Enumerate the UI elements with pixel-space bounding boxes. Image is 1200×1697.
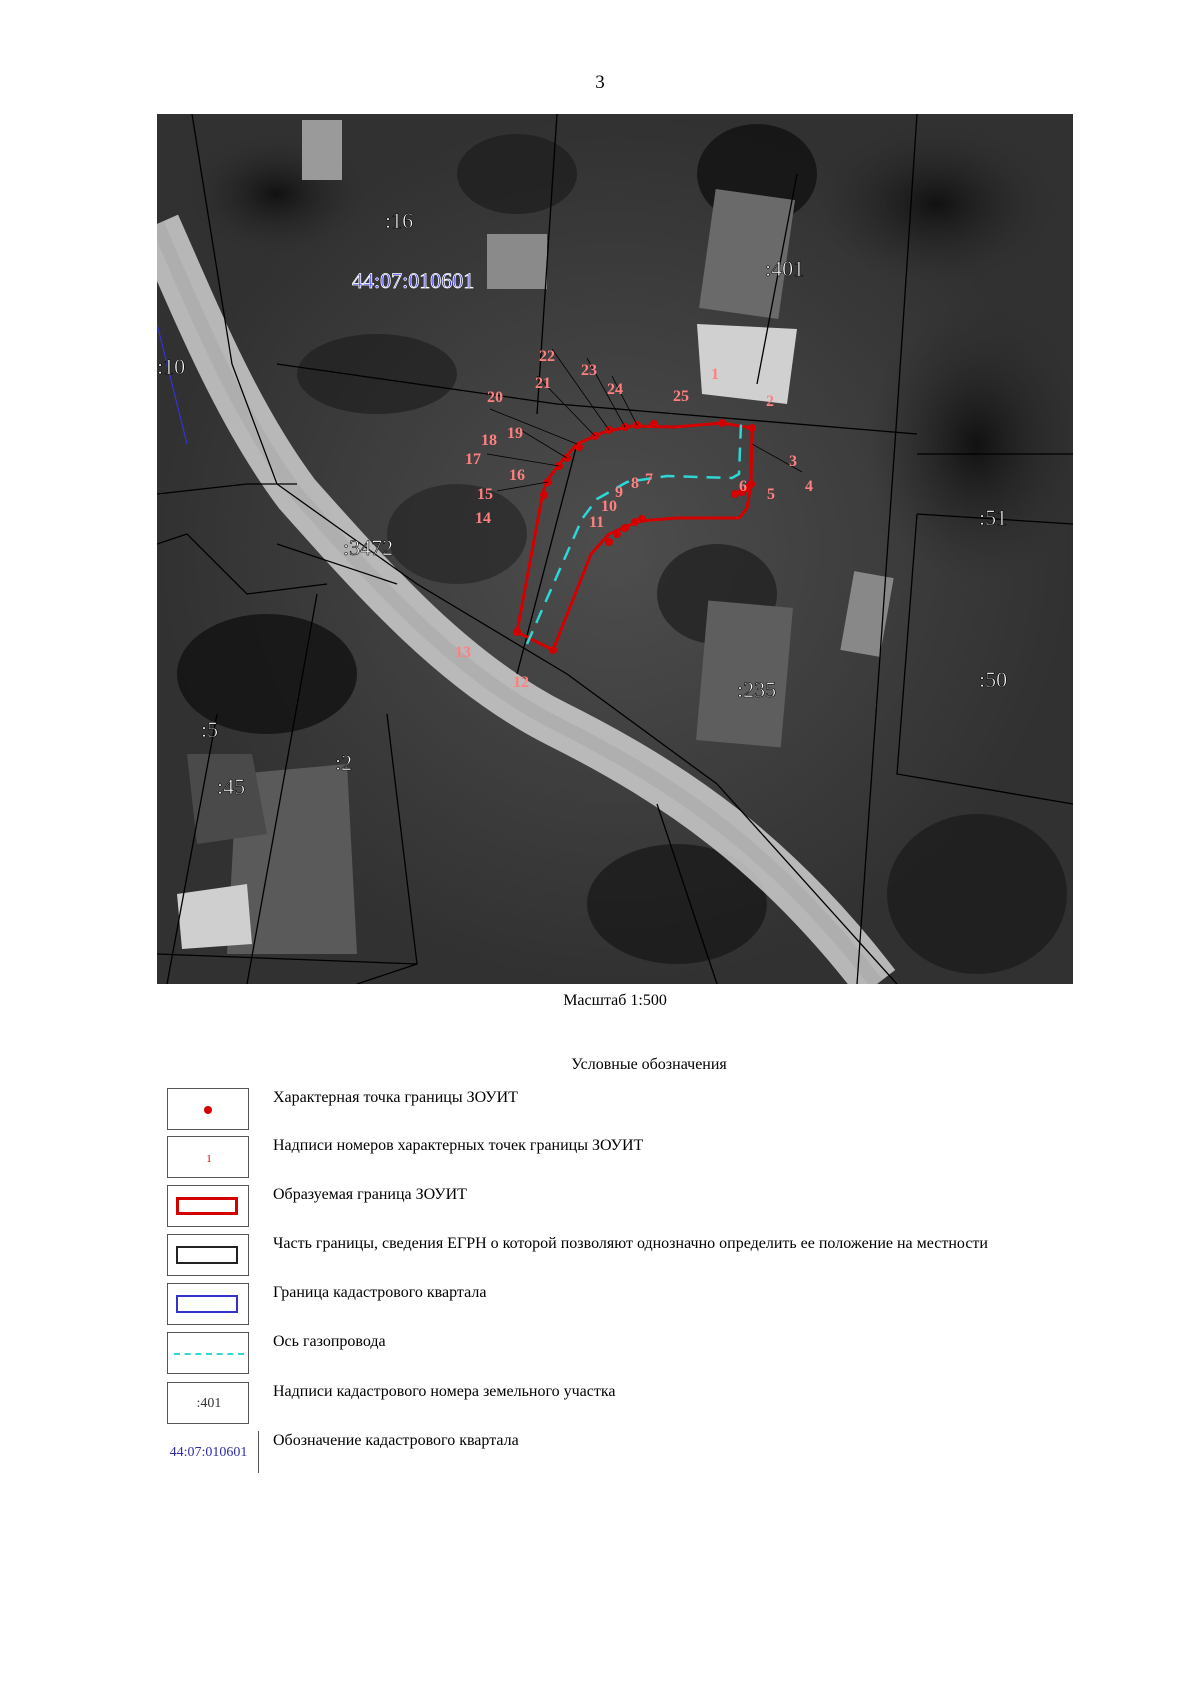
point-label-9: 9 bbox=[615, 484, 623, 501]
legend-text: Характерная точка границы ЗОУИТ bbox=[273, 1089, 518, 1106]
point-label-17: 17 bbox=[465, 451, 481, 468]
dashed-line-icon bbox=[174, 1353, 244, 1355]
legend-symbol-zouit-boundary bbox=[167, 1185, 249, 1227]
red-dot-icon bbox=[204, 1106, 212, 1114]
quarter-label: 44:07:010601 bbox=[352, 268, 475, 293]
red-rectangle-icon bbox=[176, 1197, 238, 1215]
point-label-6: 6 bbox=[739, 478, 747, 495]
point-label-3: 3 bbox=[789, 453, 797, 470]
map-canvas bbox=[157, 114, 1073, 984]
aerial-map[interactable] bbox=[157, 114, 1073, 984]
page-number: 3 bbox=[595, 72, 605, 93]
parcel-label-3472: :3472 bbox=[343, 535, 394, 560]
point-label-7: 7 bbox=[645, 471, 653, 488]
point-label-8: 8 bbox=[631, 475, 639, 492]
legend-symbol-point bbox=[167, 1088, 249, 1130]
cad-number-sample: :401 bbox=[196, 1396, 222, 1411]
parcel-label-401: :401 bbox=[765, 256, 805, 281]
legend-text: Граница кадастрового квартала bbox=[273, 1284, 487, 1301]
quarter-number-sample: 44:07:010601 bbox=[159, 1431, 259, 1473]
point-label-19: 19 bbox=[507, 425, 523, 442]
point-label-14: 14 bbox=[475, 510, 491, 527]
black-rectangle-icon bbox=[176, 1246, 238, 1264]
point-label-15: 15 bbox=[477, 486, 493, 503]
legend-symbol-quarter-boundary bbox=[167, 1283, 249, 1325]
point-label-18: 18 bbox=[481, 432, 497, 449]
legend-symbol-point-number bbox=[167, 1136, 249, 1178]
point-label-5: 5 bbox=[767, 486, 775, 503]
point-label-11: 11 bbox=[589, 514, 605, 531]
point-label-13: 13 bbox=[455, 644, 471, 661]
point-label-21: 21 bbox=[535, 375, 551, 392]
point-label-1: 1 bbox=[711, 366, 719, 383]
point-label-10: 10 bbox=[601, 498, 617, 515]
legend-symbol-cad-number bbox=[167, 1382, 249, 1424]
parcel-label-235: :235 bbox=[737, 677, 777, 702]
point-label-12: 12 bbox=[513, 674, 529, 691]
parcel-label-50: :50 bbox=[979, 667, 1008, 692]
point-label-23: 23 bbox=[581, 362, 597, 379]
parcel-label-51: :51 bbox=[979, 505, 1008, 530]
point-label-2: 2 bbox=[766, 393, 774, 410]
point-label-22: 22 bbox=[539, 348, 555, 365]
parcel-label-5: :5 bbox=[201, 717, 219, 742]
legend-symbol-gas-axis bbox=[167, 1332, 249, 1374]
point-label-16: 16 bbox=[509, 467, 525, 484]
map-scale: Масштаб 1:500 bbox=[563, 992, 667, 1009]
point-label-20: 20 bbox=[487, 389, 503, 406]
legend-symbol-egrn-boundary bbox=[167, 1234, 249, 1276]
blue-rectangle-icon bbox=[176, 1295, 238, 1313]
legend-text: Ось газопровода bbox=[273, 1333, 386, 1350]
legend-text: Надписи кадастрового номера земельного участка bbox=[273, 1383, 616, 1400]
parcel-label-10: :10 bbox=[157, 354, 186, 379]
legend-title: Условные обозначения bbox=[571, 1056, 727, 1073]
legend-text: Часть границы, сведения ЕГРН о которой позволяют однозначно определить ее положение на местности bbox=[273, 1235, 988, 1252]
legend-text: Образуемая граница ЗОУИТ bbox=[273, 1186, 467, 1203]
point-label-24: 24 bbox=[607, 381, 623, 398]
parcel-label-16: :16 bbox=[385, 208, 414, 233]
point-label-25: 25 bbox=[673, 388, 689, 405]
legend-text: Надписи номеров характерных точек границы ЗОУИТ bbox=[273, 1137, 644, 1154]
parcel-label-45: :45 bbox=[217, 774, 246, 799]
point-number-sample: 1 bbox=[206, 1153, 212, 1165]
point-label-4: 4 bbox=[805, 478, 813, 495]
parcel-label-2: :2 bbox=[335, 750, 353, 775]
legend-text: Обозначение кадастрового квартала bbox=[273, 1432, 519, 1449]
